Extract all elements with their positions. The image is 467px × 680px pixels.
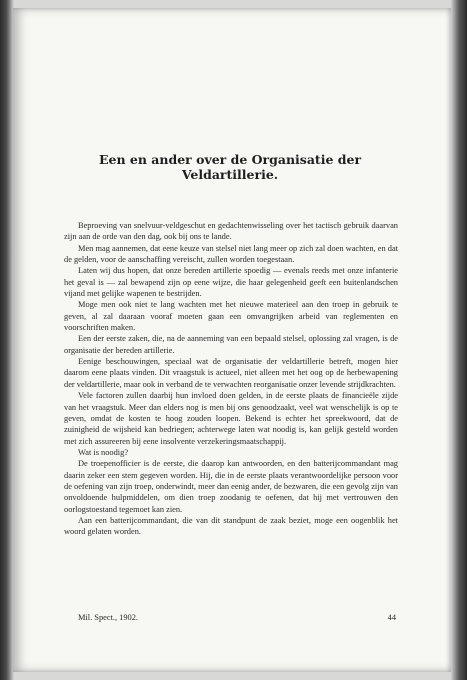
journal-reference: Mil. Spect., 1902. [78,613,139,622]
paragraph: Laten wij dus hopen, dat onze bereden artillerie spoedig — evenals reeds met onze infanterie het geval is — zal bewapend zijn op eene wijze, die haar gelegenheid geeft een buitenlandschen vijand met gelijke wapenen te bestrijden. [64,266,398,299]
article-title-line-1: Een en ander over de Organisatie der [98,152,362,167]
paragraph: Eenige beschouwingen, speciaal wat de organisatie der veldartillerie betreft, mogen hier daarom eene plaats vinden. Dit vraagstuk is actueel, niet alleen met het oog op de herbewapening der veldartillerie, maar ook in verband de te verwachten reorganisatie onzer levende strijdkrachten. [64,357,398,389]
page-number: 44 [387,613,396,622]
paragraph: Wat is noodig? [78,447,129,457]
paragraph: Men mag aannemen, dat eene keuze van stelsel niet lang meer op zich zal doen wachten, en dat de gelden, voor de aanschaffing vereischt, zullen worden toegestaan. [64,243,398,265]
paragraph: Een der eerste zaken, die, na de aanneming van een bepaald stelsel, oplossing zal vragen, is de organisatie der bereden artillerie. [64,334,398,355]
article-body [64,220,398,538]
paragraph: Vele factoren zullen daarbij hun invloed doen gelden, in de eerste plaats de financieële zijde van het vraagstuk. Meer dan elders nog is men bij ons genoodzaakt, veel wat wenschelijk is op te geven, omdat de kosten te hoog zouden loopen. Bekend is echter het spreekwoord, dat de zuinigheid de wijsheid kan bedriegen; achterwege laten wat noodig is, kan gelijk gesteld worden met zich assureeren bij eene insolvente verzekeringsmaatschappij. [64,391,398,446]
paragraph: De troepenofficier is de eerste, die daarop kan antwoorden, en den batterijcommandant mag daarin zeker een stem gegeven worden. Hij, die in de eerste plaats verantwoordelijke persoon voor de oefening van zijn troep, onderwindt, meer dan eenig ander, de bezwaren, die een gevolg zijn van onvoldoende hulpmiddelen, om dien troep zoodanig te oefenen, dat hij met vertrouwen den oorlogstoestand tegemoet kan zien. [64,459,398,514]
page-edge-shadow [451,0,467,680]
paragraph: Aan een batterijcommandant, die van dit standpunt de zaak beziet, moge een oogenblik het woord gelaten worden. [64,515,398,537]
paragraph: Beproeving van snelvuur-veldgeschut en gedachtenwisseling over het tactisch gebruik daarvan zijn aan de orde van den dag, ook bij ons te lande. [64,221,398,242]
article-title-line-2: Veldartillerie. [181,167,279,182]
paragraph: Moge men ook niet te lang wachten met het nieuwe materieel aan den troep in gebruik te geven, al zal daaraan vooraf moeten gaan een omvangrijken arbeid van reglementen en voorschriften maken. [64,300,398,333]
